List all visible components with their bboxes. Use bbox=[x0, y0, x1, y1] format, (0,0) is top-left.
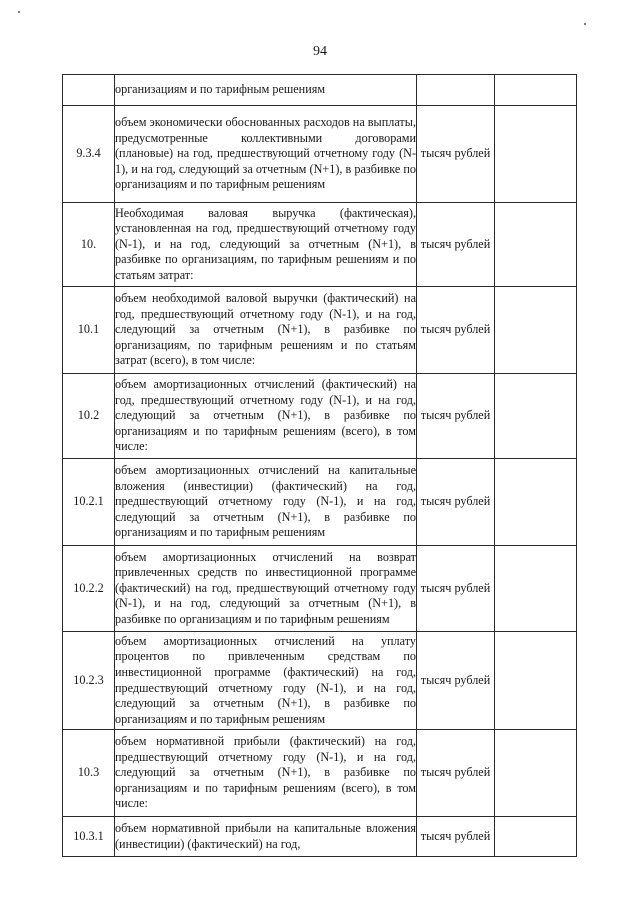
row-description: объем амортизационных отчислений (фактический) на год, предшествующий отчетному году (N-1), и на год, следующий за отчетным (N+1), в разбивке по организациям и по тарифным решениям (всего), в том числе: bbox=[115, 374, 417, 459]
table-row bbox=[63, 75, 577, 106]
row-unit: тысяч рублей bbox=[417, 546, 495, 632]
row-value-cell bbox=[495, 632, 577, 730]
table-row bbox=[63, 374, 577, 459]
table-row bbox=[63, 106, 577, 203]
row-unit: тысяч рублей bbox=[417, 459, 495, 546]
row-unit: тысяч рублей bbox=[417, 730, 495, 817]
row-description: объем экономически обоснованных расходов на выплаты, предусмотренные коллективными договорами (плановые) на год, предшествующий отчетному году (N-1), и на год, следующий за отчетным (N+1), в разбивке по организациям и по тарифным решениям bbox=[115, 106, 417, 203]
row-description: объем амортизационных отчислений на возврат привлеченных средств по инвестиционной программе (фактический) на год, предшествующий отчетному году (N-1), и на год, следующий за отчетным (N+1), в разбивке по организациям и по тарифным решениям bbox=[115, 546, 417, 632]
row-number: 9.3.4 bbox=[63, 106, 115, 203]
data-table bbox=[62, 74, 577, 857]
row-number: 10. bbox=[63, 203, 115, 287]
row-description: объем амортизационных отчислений на капитальные вложения (инвестиции) (фактический) на год, предшествующий отчетному году (N-1), и на год, следующий за отчетным (N+1), в разбивке по организациям и по тарифным решениям bbox=[115, 459, 417, 546]
row-unit bbox=[417, 75, 495, 106]
scan-speck bbox=[18, 11, 20, 13]
table-row bbox=[63, 459, 577, 546]
row-value-cell bbox=[495, 203, 577, 287]
table-row bbox=[63, 546, 577, 632]
row-value-cell bbox=[495, 374, 577, 459]
row-description: объем амортизационных отчислений на уплату процентов по привлеченным средствам по инвестиционной программе (фактический) на год, предшествующий отчетному году (N-1), и на год, следующий за отчетным (N+1), в разбивке по организациям и по тарифным решениям bbox=[115, 632, 417, 730]
row-description: объем необходимой валовой выручки (фактический) на год, предшествующий отчетному году (N-1), и на год, следующий за отчетным (N+1), в разбивке по организациям, по тарифным решениям и по статьям затрат (всего), в том числе: bbox=[115, 287, 417, 374]
row-description: объем нормативной прибыли (фактический) на год, предшествующий отчетному году (N-1), и на год, следующий за отчетным (N+1), в разбивке по организациям и по тарифным решениям (всего), в том числе: bbox=[115, 730, 417, 817]
table-row bbox=[63, 730, 577, 817]
row-value-cell bbox=[495, 106, 577, 203]
row-value-cell bbox=[495, 817, 577, 857]
row-number: 10.2.2 bbox=[63, 546, 115, 632]
row-description: организациям и по тарифным решениям bbox=[115, 75, 417, 106]
row-unit: тысяч рублей bbox=[417, 203, 495, 287]
row-unit: тысяч рублей bbox=[417, 106, 495, 203]
row-unit: тысяч рублей bbox=[417, 374, 495, 459]
row-value-cell bbox=[495, 459, 577, 546]
row-unit: тысяч рублей bbox=[417, 287, 495, 374]
row-unit: тысяч рублей bbox=[417, 817, 495, 857]
page-number: 94 bbox=[313, 44, 327, 59]
row-number: 10.2.3 bbox=[63, 632, 115, 730]
table-row bbox=[63, 203, 577, 287]
row-number bbox=[63, 75, 115, 106]
scan-speck bbox=[584, 23, 586, 25]
row-number: 10.2.1 bbox=[63, 459, 115, 546]
row-number: 10.3 bbox=[63, 730, 115, 817]
row-value-cell bbox=[495, 730, 577, 817]
row-value-cell bbox=[495, 546, 577, 632]
row-number: 10.1 bbox=[63, 287, 115, 374]
table-row bbox=[63, 817, 577, 857]
row-value-cell bbox=[495, 75, 577, 106]
row-number: 10.3.1 bbox=[63, 817, 115, 857]
row-description: Необходимая валовая выручка (фактическая), установленная на год, предшествующий отчетному году (N-1), и на год, следующий за отчетным (N+1), в разбивке по организациям, по тарифным решениям и по статьям затрат: bbox=[115, 203, 417, 287]
table-row bbox=[63, 632, 577, 730]
row-value-cell bbox=[495, 287, 577, 374]
row-description: объем нормативной прибыли на капитальные вложения (инвестиции) (фактический) на год, bbox=[115, 817, 417, 857]
row-unit: тысяч рублей bbox=[417, 632, 495, 730]
row-number: 10.2 bbox=[63, 374, 115, 459]
table-row bbox=[63, 287, 577, 374]
